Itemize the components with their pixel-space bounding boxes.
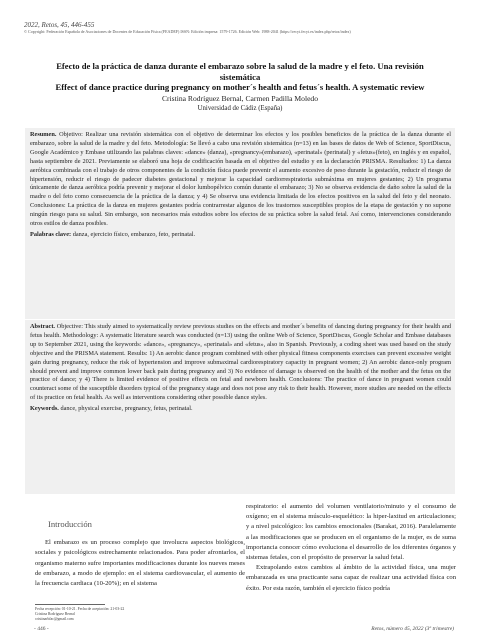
abstract-es-label: Resumen. (30, 131, 57, 138)
section-heading-introduction: Introducción (48, 519, 92, 529)
authors: Cristina Rodríguez Bernal, Carmen Padilla Moledo (161, 93, 319, 103)
footnote-email: cristinarbfac@gmail.com (35, 617, 74, 621)
page-number: - 446 - (34, 626, 49, 632)
footnote-dates: Fecha recepción: 01-10-21. Fecha de aceptación: 21-03-22 (35, 607, 125, 611)
body-right-column (246, 502, 456, 594)
copyright-line: © Copyright: Federación Española de Asociaciones de Docentes de Educación Física (FEADEF) ISSN: Edición impresa: 1579-1726. Edición Web: 1988-2041 (https://recyt.fecyt.es/index.php/retos/index) (24, 29, 351, 34)
title-block (40, 61, 440, 113)
abstract-en-text: Objective: This study aimed to systematically review previous studies on the effects and mother´s benefits of dancing during pregnancy for their health and fetus health. Methodology: A systematic literature search was conducted (n=13) using the online Web of Science, SportDiscus, Google Scholar and Embase databases up to September 2021, using the keywords: «dance», «pregnancy», «perinatal» and «fetus», also in Spanish. Previously, a coding sheet was used based on the study objective and the PRISMA statement. Results: 1) An aerobic dance program combined with other physical fitness components exercises can prevent excessive weight gain during pregnancy, reduce the risk of hypertension and improve submaximal cardiorespiratory capacity in pregnant women; 2) An aerobic dance-only program should prevent and improve common lower back pain during pregnancy and 3) No evidence of damage is observed on the health of the mother and the fetus on the practice of dance; y 4) There is limited evidence of positive effects on fetal and newborn health. Conclusions: The practice of dance in pregnant women could counteract some of the susceptible disorders typical of the pregnancy stage and does not pose any risk to their health. However, more studies are needed on the effects of its practice on fetal health. As well as interventions considering other possible dance styles. (30, 323, 451, 402)
abstract-en-label: Abstract. (30, 323, 56, 330)
abstract-es-text: Objetivo: Realizar una revisión sistemática con el objetivo de determinar los efectos y los posibles beneficios de la práctica de la danza durante el embarazo, sobre la salud de la madre y del feto. Metodología: Se llevó a cabo una revisión sistemática (n=13) en las bases de datos de Web of Science, SportDiscus, Google Académico y Embase utilizando las palabras claves: «dance» (danza), «pregnancy»(embarazo), «perinatal» (perinatal) y «fetus»(feto), en inglés y en español, hasta septiembre de 2021. Previamente se elaboró una hoja de codificación basada en el objetivo del estudio y en la declaración PRISMA. Resultados: 1) La danza aeróbica combinada con el trabajo de otros componentes de la condición física puede prevenir el aumento excesivo de peso durante la gestación, reducir el riesgo de hipertensión, reducir el riesgo de padecer diabetes gestacional y mejorar la capacidad cardiorrespiratoria submáxima en mujeres gestantes; 2) Un programa únicamente de danza aeróbica podría prevenir y mejorar el dolor lumbopélvico común durante el embarazo; 3) No se observa evidencia de daño sobre la salud de la madre o del feto como consecuencia de la práctica de la danza; y 4) Se observa una evidencia limitada de los efectos positivos en la salud del feto y del neonato. Conclusiones: La práctica de la danza en mujeres gestantes podría contrarrestar algunos de los trastornos susceptibles propios de la etapa de gestación y no supone ningún riesgo para su salud. Sin embargo, son necesarios más estudios sobre los efectos de su práctica sobre la salud fetal. Así como, intervenciones considerando otros estilos de danza posibles. (30, 131, 452, 228)
keywords-es-label: Palabras clave: (30, 230, 72, 238)
footnote (35, 607, 235, 622)
intro-paragraph-1-continued: respiratorio: el aumento del volumen ventilatorio/minuto y el consumo de oxígeno; en el sistema músculo-esquelético: la hiper-laxitud en articulaciones; y a nivel psicológico: los cambios emocionales (Barakat, 2016). Paralelamente a las modificaciones que se producen en el organismo de la mujer, es de suma importancia conocer cómo evoluciona el desarrollo de los diferentes órganos y sistemas fetales, con el propósito de preservar la salud fetal. (246, 503, 456, 562)
footnote-author: Cristina Rodríguez Bernal (35, 612, 75, 616)
institution: Universidad de Cádiz (España) (197, 104, 283, 112)
title-english: Effect of dance practice during pregnancy on mother´s health and fetus´s health. A systematic review (55, 82, 425, 92)
abstract-english (25, 320, 455, 494)
intro-paragraph-1: El embarazo es un proceso complejo que involucra aspectos biológicos, sociales y psicológicos estrechamente relacionados. Para poder afrontarlos, el organismo materno sufre importantes modificaciones durante los nueves meses de embarazo, a modo de ejemplo: en el sistema cardiovascular, el aumento de la frecuencia cardiaca (10-20%); en el sistema (35, 539, 245, 588)
keywords-en-label: Keywords. (30, 405, 59, 413)
journal-citation: 2022, Retos, 45, 446-455 (24, 21, 95, 29)
footnote-rule (35, 604, 105, 605)
journal-footer: Retos, número 45, 2022 (3º trimestre) (371, 626, 454, 632)
title-spanish: Efecto de la práctica de danza durante el embarazo sobre la salud de la madre y el feto. Una revisión sistemática (56, 61, 424, 82)
intro-paragraph-2: Extrapolando estos cambios al ámbito de la actividad física, una mujer embarazada es una practicante sana capaz de realizar una actividad física con éxito. Por esta razón, también el ejercicio físico podría (246, 564, 456, 592)
keywords-es: danza, ejercicio físico, embarazo, feto, perinatal. (72, 230, 196, 238)
journal-header (24, 21, 456, 35)
abstract-spanish (25, 128, 455, 319)
body-left-column (35, 502, 245, 589)
keywords-en: dance, physical exercise, pregnancy, fetus, perinatal. (60, 405, 193, 413)
